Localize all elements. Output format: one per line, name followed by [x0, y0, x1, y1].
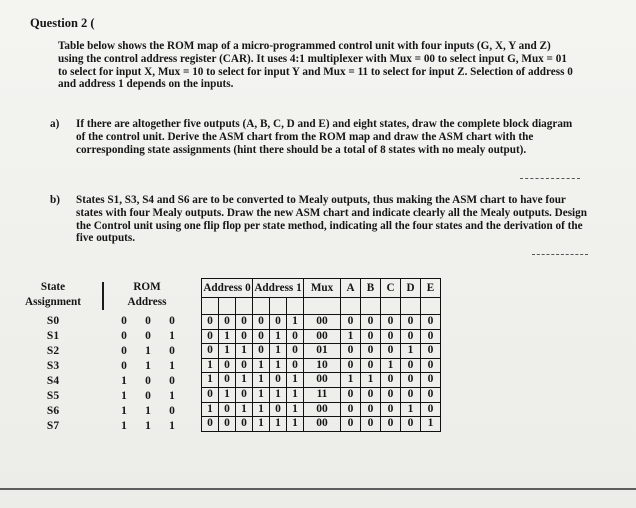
- address0-bit: 1: [236, 402, 253, 417]
- intro-paragraph: Table below shows the ROM map of a micro-programmed control unit with four inputs (G, X, Y and Z) using the control address register (CAR). It uses 4:1 multiplexer with Mux = 00 to select input G, Mux = 01 to select for input X, Mux = 10 to select for input Y and Mux = 11 to select for input Z. Selection of address 0 and address 1 depends on the inputs.: [58, 40, 573, 91]
- address1-bit: 1: [287, 315, 304, 330]
- mux-value: 00: [304, 373, 341, 388]
- rom-address-bit: 1: [121, 405, 127, 417]
- state-header-line1: State: [40, 281, 66, 293]
- rom-address-header: [114, 280, 180, 310]
- state-label: S5: [46, 390, 60, 402]
- address0-bit: 0: [236, 387, 253, 402]
- spacer-cell: [381, 298, 401, 315]
- rom-address-bit: 1: [145, 360, 151, 372]
- output-bit: 0: [381, 387, 401, 402]
- address0-bit: 1: [236, 344, 253, 359]
- output-bit: 0: [421, 329, 441, 344]
- table-row: [202, 329, 441, 344]
- address0-bit: 1: [219, 329, 236, 344]
- address0-bit: 0: [236, 358, 253, 373]
- address1-bit: 0: [287, 344, 304, 359]
- output-bit: 0: [401, 315, 421, 330]
- mux-value: 00: [304, 315, 341, 330]
- rom-address-bit: 0: [145, 330, 151, 342]
- address1-bit: 1: [270, 344, 287, 359]
- address0-bit: 1: [219, 344, 236, 359]
- output-bit: 0: [361, 329, 381, 344]
- output-bit: 0: [421, 344, 441, 359]
- rom-address-row: [112, 419, 202, 434]
- part-a-text: If there are altogether five outputs (A, B, C, D and E) and eight states, draw the complete block diagram of the control unit. Derive the ASM chart from the ROM map and draw the ASM chart with the corresponding state assignments (hint there should be a total of 8 states with no mealy output).: [76, 118, 573, 156]
- output-bit: 0: [401, 417, 421, 432]
- output-bit: 0: [381, 402, 401, 417]
- table-row: [202, 373, 441, 388]
- mux-header: Mux: [304, 279, 341, 298]
- spacer-cell: [202, 298, 219, 315]
- mux-value: 00: [304, 402, 341, 417]
- output-bit: 0: [381, 373, 401, 388]
- address0-bit: 0: [202, 387, 219, 402]
- output-bit: 1: [401, 402, 421, 417]
- address0-bit: 0: [219, 402, 236, 417]
- mux-value: 01: [304, 344, 341, 359]
- address1-bit: 0: [270, 315, 287, 330]
- table-row: [202, 387, 441, 402]
- address1-bit: 1: [253, 358, 270, 373]
- output-bit: 1: [341, 329, 361, 344]
- address1-bit: 1: [270, 417, 287, 432]
- state-label: S1: [46, 330, 60, 342]
- output-bit: 0: [341, 358, 361, 373]
- output-bit: 0: [361, 402, 381, 417]
- rom-address-bit: 1: [121, 420, 127, 432]
- output-bit: 0: [361, 358, 381, 373]
- mux-value: 00: [304, 417, 341, 432]
- output-bit: 0: [421, 315, 441, 330]
- address1-bit: 1: [270, 387, 287, 402]
- output-bit: 0: [421, 402, 441, 417]
- pencil-mark: [532, 254, 588, 255]
- spacer-cell: [253, 298, 270, 315]
- rom-header-line2: Address: [127, 296, 167, 308]
- mux-value: 00: [304, 329, 341, 344]
- spacer-cell: [270, 298, 287, 315]
- rom-address-bit: 0: [169, 315, 175, 327]
- rom-address-row: [112, 314, 202, 329]
- rom-address-bit: 1: [169, 420, 175, 432]
- address0-bit: 0: [202, 315, 219, 330]
- address0-header: Address 0: [202, 279, 253, 298]
- output-bit: 1: [361, 373, 381, 388]
- rom-address-bit: 0: [145, 375, 151, 387]
- address1-bit: 1: [253, 387, 270, 402]
- output-bit: 0: [381, 344, 401, 359]
- part-a-label: a): [50, 118, 60, 130]
- rom-address-bit: 1: [169, 390, 175, 402]
- output-bit: 0: [421, 373, 441, 388]
- output-header: A: [341, 279, 361, 298]
- output-bit: 0: [381, 315, 401, 330]
- address1-bit: 0: [270, 402, 287, 417]
- output-bit: 0: [381, 329, 401, 344]
- state-column: [20, 314, 86, 434]
- state-label: S0: [46, 315, 60, 327]
- output-bit: 0: [361, 315, 381, 330]
- address0-bit: 0: [219, 358, 236, 373]
- rom-address-bit: 0: [145, 315, 151, 327]
- state-label: S3: [46, 360, 60, 372]
- address0-bit: 1: [202, 402, 219, 417]
- output-bit: 0: [361, 387, 381, 402]
- table-row: [202, 402, 441, 417]
- rom-address-bit: 1: [121, 390, 127, 402]
- spacer-cell: [236, 298, 253, 315]
- output-bit: 0: [421, 358, 441, 373]
- rom-address-bit: 1: [121, 375, 127, 387]
- rom-address-bit: 0: [121, 330, 127, 342]
- address1-bit: 1: [253, 417, 270, 432]
- output-header: B: [361, 279, 381, 298]
- address1-bit: 0: [287, 329, 304, 344]
- rom-address-bit: 0: [121, 360, 127, 372]
- address0-bit: 1: [236, 373, 253, 388]
- output-bit: 0: [361, 417, 381, 432]
- part-b-label: b): [50, 194, 60, 206]
- output-bit: 0: [341, 344, 361, 359]
- address0-bit: 0: [202, 417, 219, 432]
- address1-bit: 0: [253, 329, 270, 344]
- address0-bit: 0: [219, 373, 236, 388]
- rom-address-row: [112, 374, 202, 389]
- output-bit: 0: [341, 402, 361, 417]
- address1-bit: 1: [270, 329, 287, 344]
- output-bit: 1: [341, 373, 361, 388]
- rom-address-bit: 1: [145, 405, 151, 417]
- rom-map-table: [201, 278, 441, 432]
- output-header: D: [401, 279, 421, 298]
- state-label: S2: [46, 345, 60, 357]
- rom-address-row: [112, 329, 202, 344]
- spacer-cell: [401, 298, 421, 315]
- output-bit: 0: [381, 417, 401, 432]
- address1-bit: 0: [253, 315, 270, 330]
- output-bit: 0: [401, 329, 421, 344]
- output-bit: 0: [401, 373, 421, 388]
- address1-bit: 1: [287, 402, 304, 417]
- address1-bit: 1: [253, 373, 270, 388]
- address0-bit: 1: [202, 358, 219, 373]
- rom-address-bit: 1: [169, 330, 175, 342]
- table-row: [202, 315, 441, 330]
- output-bit: 0: [341, 315, 361, 330]
- rom-address-bit: 1: [169, 360, 175, 372]
- output-bit: 0: [361, 344, 381, 359]
- address1-bit: 0: [287, 358, 304, 373]
- state-label: S4: [46, 375, 60, 387]
- rom-address-row: [112, 344, 202, 359]
- page-bottom-rule: [0, 488, 636, 490]
- output-bit: 0: [341, 387, 361, 402]
- rom-header-line1: ROM: [133, 281, 161, 293]
- table-header-row: [202, 279, 441, 298]
- address0-bit: 0: [236, 417, 253, 432]
- rom-address-row: [112, 404, 202, 419]
- rom-address-bit: 0: [121, 345, 127, 357]
- rom-address-bit: 0: [145, 390, 151, 402]
- address0-bit: 0: [236, 329, 253, 344]
- address1-bit: 1: [287, 417, 304, 432]
- address1-bit: 1: [287, 373, 304, 388]
- address0-bit: 0: [202, 344, 219, 359]
- spacer-cell: [287, 298, 304, 315]
- rom-address-bit: 0: [169, 345, 175, 357]
- rom-address-column: [112, 314, 202, 434]
- address0-bit: 1: [219, 387, 236, 402]
- state-label: S6: [46, 405, 60, 417]
- rom-address-bit: 1: [145, 345, 151, 357]
- table-spacer-row: [202, 298, 441, 315]
- header-divider: [102, 282, 104, 310]
- spacer-cell: [341, 298, 361, 315]
- rom-address-bit: 1: [145, 420, 151, 432]
- address1-bit: 1: [253, 402, 270, 417]
- rom-address-row: [112, 359, 202, 374]
- rom-address-row: [112, 389, 202, 404]
- output-bit: 0: [341, 417, 361, 432]
- output-header: E: [421, 279, 441, 298]
- address0-bit: 0: [219, 315, 236, 330]
- spacer-cell: [304, 298, 341, 315]
- part-b-text: States S1, S3, S4 and S6 are to be converted to Mealy outputs, thus making the ASM chart to have four states with four Mealy outputs. Draw the new ASM chart and indicate clearly all the Mealy outputs. Design the Control unit using one flip flop per state method, indicating all the four states and the derivation of the five outputs.: [76, 194, 587, 245]
- table-row: [202, 344, 441, 359]
- state-label: S7: [46, 420, 60, 432]
- address1-header: Address 1: [253, 279, 304, 298]
- question-title: Question 2 (: [30, 16, 95, 30]
- table-row: [202, 417, 441, 432]
- state-header-line2: Assignment: [25, 296, 81, 308]
- rom-address-bit: 0: [169, 405, 175, 417]
- output-bit: 1: [401, 344, 421, 359]
- state-assignment-header: [20, 280, 86, 310]
- address1-bit: 0: [253, 344, 270, 359]
- output-bit: 0: [401, 358, 421, 373]
- rom-address-bit: 0: [121, 315, 127, 327]
- mux-value: 11: [304, 387, 341, 402]
- output-bit: 0: [401, 387, 421, 402]
- output-header: C: [381, 279, 401, 298]
- address0-bit: 0: [219, 417, 236, 432]
- rom-address-bit: 0: [169, 375, 175, 387]
- spacer-cell: [361, 298, 381, 315]
- address0-bit: 1: [202, 373, 219, 388]
- spacer-cell: [421, 298, 441, 315]
- spacer-cell: [219, 298, 236, 315]
- address0-bit: 0: [236, 315, 253, 330]
- address1-bit: 1: [270, 358, 287, 373]
- output-bit: 1: [421, 417, 441, 432]
- output-bit: 1: [381, 358, 401, 373]
- address1-bit: 1: [287, 387, 304, 402]
- pencil-mark: [520, 178, 580, 179]
- table-row: [202, 358, 441, 373]
- output-bit: 0: [421, 387, 441, 402]
- address0-bit: 0: [202, 329, 219, 344]
- mux-value: 10: [304, 358, 341, 373]
- address1-bit: 0: [270, 373, 287, 388]
